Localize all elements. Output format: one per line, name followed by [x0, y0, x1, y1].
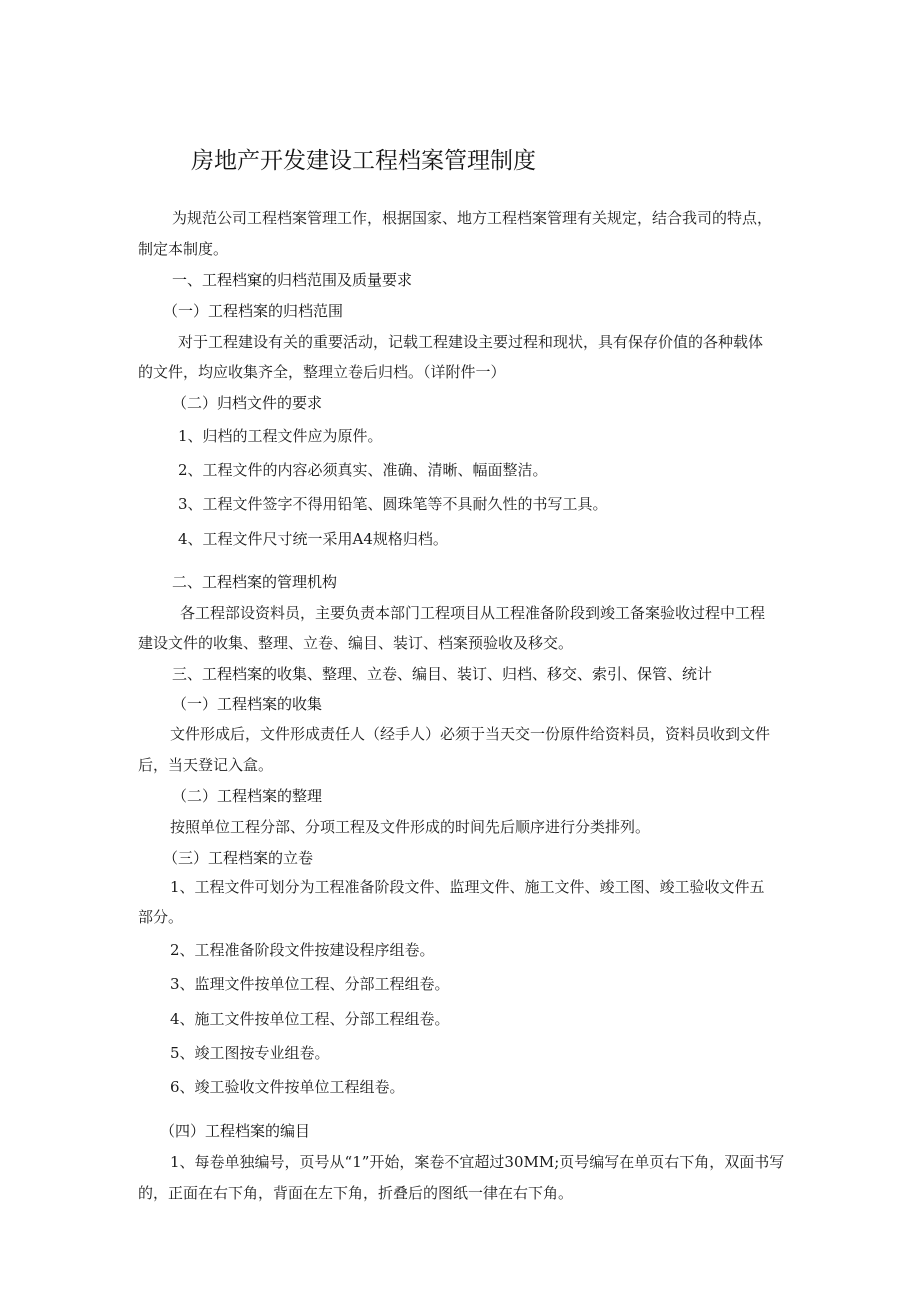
section1-sub2-item-4: 4、工程文件尺寸统一采用A4规格归档。: [178, 530, 448, 548]
section3-sub2-body: 按照单位工程分部、分项工程及文件形成的时间先后顺序进行分类排列。: [170, 818, 651, 836]
section1-sub1-heading: （一）工程档案的归档范围: [163, 302, 344, 320]
section1-sub1-body-1: 对于工程建设有关的重要活动，记载工程建设主要过程和现状，具有保存价值的各种载体: [178, 333, 764, 351]
section1-sub2-heading: （二）归档文件的要求: [172, 394, 323, 412]
section1-sub2-item-1: 1、归档的工程文件应为原件。: [178, 427, 383, 445]
section3-sub1-heading: （一）工程档案的收集: [172, 695, 323, 713]
section3-sub3-item-6: 6、竣工验收文件按单位工程组卷。: [170, 1078, 405, 1096]
section3-sub3-item-5: 5、竣工图按专业组卷。: [170, 1044, 330, 1062]
section1-sub2-item-3: 3、工程文件签字不得用铅笔、圆珠笔等不具耐久性的书写工具。: [178, 495, 608, 513]
section2-body-1: 各工程部设资料员，主要负责本部门工程项目从工程准备阶段到竣工备案验收过程中工程: [180, 604, 766, 622]
section3-sub3-item-1-cont: 部分。: [138, 908, 184, 926]
section3-sub2-heading: （二）工程档案的整理: [172, 787, 323, 805]
section3-sub4-heading: （四）工程档案的编目: [160, 1122, 311, 1140]
section3-sub3-item-3: 3、监理文件按单位工程、分部工程组卷。: [170, 975, 450, 993]
intro-line-1: 为规范公司工程档案管理工作，根据国家、地方工程档案管理有关规定，结合我司的特点，: [172, 209, 773, 227]
section3-sub4-item-1-cont: 的，正面在右下角，背面在左下角，折叠后的图纸一律在右下角。: [138, 1184, 574, 1202]
section3-heading: 三、工程档案的收集、整理、立卷、编目、装订、归档、移交、索引、保管、统计: [172, 665, 713, 683]
section1-sub2-item-2: 2、工程文件的内容必须真实、准确、清晰、幅面整洁。: [178, 461, 548, 479]
section3-sub1-body-1: 文件形成后，文件形成责任人（经手人）必须于当天交一份原件给资料员，资料员收到文件: [170, 725, 771, 743]
section3-sub4-item-1: 1、每卷单独编号，页号从“1”开始，案卷不宜超过30MM;页号编写在单页右下角，双面书写: [170, 1153, 785, 1171]
section1-heading: 一、工程档窠的归档范围及质量要求: [172, 271, 413, 289]
section1-sub1-body-2: 的文件，均应收集齐全，整理立卷后归档。（详附件一）: [138, 363, 506, 381]
section3-sub1-body-2: 后，当天登记入盒。: [138, 756, 274, 774]
document-title: 房地产开发建设工程档案管理制度: [191, 148, 536, 174]
section2-body-2: 建设文件的收集、整理、立卷、编目、装订、档案预验收及移交。: [138, 634, 574, 652]
intro-line-2: 制定本制度。: [138, 240, 229, 258]
section3-sub3-item-4: 4、施工文件按单位工程、分部工程组卷。: [170, 1010, 450, 1028]
section3-sub3-item-2: 2、工程准备阶段文件按建设程序组卷。: [170, 941, 435, 959]
section3-sub3-heading: （三）工程档案的立卷: [163, 849, 314, 867]
section3-sub3-item-1: 1、工程文件可划分为工程准备阶段文件、监理文件、施工文件、竣工图、竣工验收文件五: [170, 878, 765, 896]
section2-heading: 二、工程档案的管理机构: [172, 573, 338, 591]
